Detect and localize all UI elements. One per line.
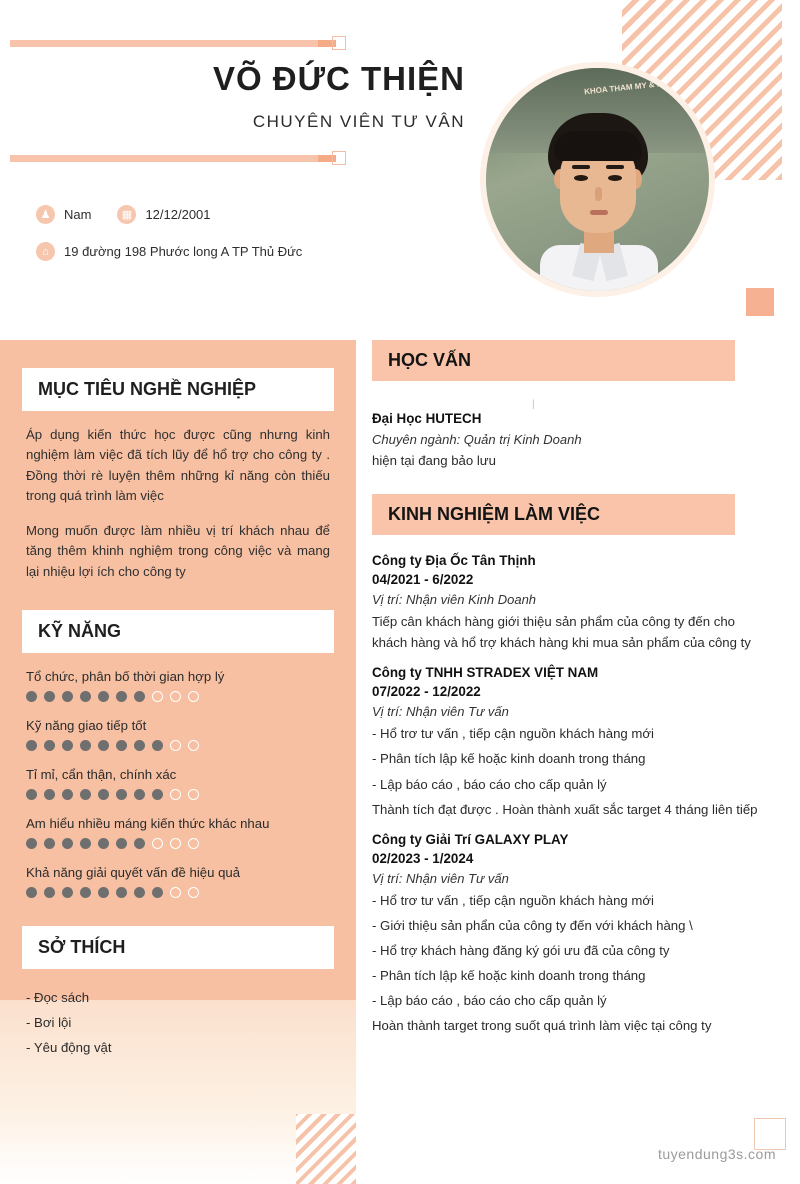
rating-dot bbox=[98, 838, 109, 849]
rating-dot bbox=[170, 838, 181, 849]
skill-rating-dots bbox=[26, 789, 330, 800]
skills-heading: KỸ NĂNG bbox=[22, 610, 334, 653]
rating-dot bbox=[170, 887, 181, 898]
skill-item bbox=[0, 767, 356, 800]
rating-dot bbox=[188, 740, 199, 751]
rating-dot bbox=[134, 789, 145, 800]
job-role-subtitle: CHUYÊN VIÊN TƯ VÂN bbox=[252, 112, 465, 131]
objective-paragraph-2: Mong muốn được làm nhiều vị trí khách nhau để tăng thêm khinh nghiệm trong công việc và mang lại nhiệu lợi ích cho công ty bbox=[26, 522, 330, 579]
experience-body bbox=[372, 553, 782, 1037]
rating-dot bbox=[170, 789, 181, 800]
education-body bbox=[372, 399, 782, 468]
rating-dot bbox=[44, 789, 55, 800]
job-company: Công ty Địa Ốc Tân Thịnh bbox=[372, 553, 536, 568]
skill-rating-dots bbox=[26, 740, 330, 751]
job-detail: - Hổ trợ khách hàng đăng ký gói ưu đã của công ty bbox=[372, 943, 670, 958]
resume-header bbox=[0, 0, 800, 340]
rating-dot bbox=[80, 740, 91, 751]
rating-dot bbox=[44, 887, 55, 898]
contact-row-2 bbox=[36, 242, 456, 261]
left-column bbox=[0, 340, 356, 1060]
portrait-nose bbox=[595, 187, 602, 201]
job-company: Công ty Giải Trí GALAXY PLAY bbox=[372, 831, 569, 847]
section-objective bbox=[0, 340, 356, 582]
rating-dot bbox=[44, 838, 55, 849]
contact-dob-value: 12/12/2001 bbox=[145, 207, 211, 222]
skill-label: Tổ chức, phân bố thời gian hợp lý bbox=[26, 669, 225, 685]
job-detail: Hoàn thành target trong suốt quá trình làm việc tại công ty bbox=[372, 1018, 712, 1034]
rating-dot bbox=[152, 838, 163, 849]
job-position: Vị trí: Nhận viên Tư vấn bbox=[372, 704, 509, 720]
rating-dot bbox=[98, 789, 109, 800]
job-detail: - Phân tích lập kế hoặc kinh doanh trong tháng bbox=[372, 751, 646, 767]
rating-dot bbox=[62, 887, 73, 898]
skill-item bbox=[0, 718, 356, 751]
objective-paragraph-1: Áp dụng kiến thức học được cũng nhưng kinh nghiệm làm việc đã tích lũy để hổ trợ cho công ty . Đồng thời rè luyện thêm những kỉ năng còn thiếu trong quá trình làm việc bbox=[26, 427, 330, 504]
portrait-mouth bbox=[590, 210, 608, 215]
rating-dot bbox=[152, 789, 163, 800]
education-heading: HỌC VẤN bbox=[372, 340, 735, 381]
rating-dot bbox=[170, 740, 181, 751]
job-detail: - Phân tích lập kế hoặc kinh doanh trong tháng bbox=[372, 968, 646, 984]
rating-dot bbox=[80, 838, 91, 849]
contact-block bbox=[36, 205, 456, 279]
rating-dot bbox=[134, 887, 145, 898]
experience-item bbox=[372, 553, 772, 653]
rating-dot bbox=[152, 887, 163, 898]
hobby-item: - Bơi lội bbox=[26, 1015, 72, 1031]
hobbies-list bbox=[0, 969, 356, 1060]
skill-label: Khả năng giải quyết vấn đề hiệu quả bbox=[26, 865, 241, 881]
rating-dot bbox=[62, 838, 73, 849]
calendar-icon: ▦ bbox=[117, 205, 136, 224]
contact-address bbox=[36, 242, 302, 261]
right-column bbox=[372, 340, 782, 1037]
skill-label: Kỹ năng giao tiếp tốt bbox=[26, 718, 147, 734]
job-date: 07/2022 - 12/2022 bbox=[372, 684, 481, 700]
skill-item bbox=[0, 816, 356, 849]
job-detail: - Hổ trơ tư vấn , tiếp cận nguồn khách hàng mới bbox=[372, 892, 654, 908]
home-icon: ⌂ bbox=[36, 242, 55, 261]
rating-dot bbox=[152, 740, 163, 751]
portrait-eye-left bbox=[574, 175, 588, 181]
rating-dot bbox=[80, 887, 91, 898]
contact-address-value: 19 đường 198 Phước long A TP Thủ Đức bbox=[64, 244, 303, 259]
rating-dot bbox=[188, 789, 199, 800]
rating-dot bbox=[98, 740, 109, 751]
experience-item bbox=[372, 832, 772, 1037]
skill-label: Am hiểu nhiều máng kiến thức khác nhau bbox=[26, 816, 270, 832]
decorative-stripes-bottom-left bbox=[296, 1114, 356, 1184]
section-hobbies bbox=[0, 898, 356, 1060]
job-date: 04/2021 - 6/2022 bbox=[372, 572, 474, 587]
rating-dot bbox=[44, 691, 55, 702]
job-date: 02/2023 - 1/2024 bbox=[372, 850, 474, 866]
avatar-portrait bbox=[532, 107, 664, 297]
avatar-signboard-text: KHOA THAM MY & MOI LAI bbox=[583, 76, 688, 97]
contact-row-1 bbox=[36, 205, 456, 224]
rating-dot bbox=[116, 887, 127, 898]
job-detail: Tiếp cân khách hàng giới thiệu sản phẩm của công ty đến cho khách hàng và hổ trợ khách hàng khi mua sản phẩm của công ty bbox=[372, 614, 751, 651]
job-detail: - Lập báo cáo , báo cáo cho cấp quản lý bbox=[372, 776, 607, 792]
job-detail: - Hổ trơ tư vấn , tiếp cận nguồn khách hàng mới bbox=[372, 726, 654, 742]
job-detail: - Lập báo cáo , báo cáo cho cấp quản lý bbox=[372, 993, 607, 1009]
rating-dot bbox=[62, 789, 73, 800]
rating-dot bbox=[80, 691, 91, 702]
watermark: tuyendung3s.com bbox=[657, 1146, 776, 1162]
rating-dot bbox=[116, 740, 127, 751]
decorative-tick: | bbox=[532, 399, 535, 410]
portrait-brow-left bbox=[572, 165, 590, 169]
rating-dot bbox=[26, 789, 37, 800]
contact-dob bbox=[117, 205, 210, 224]
person-icon: ♟ bbox=[36, 205, 55, 224]
rating-dot bbox=[26, 838, 37, 849]
hobby-item: - Yêu động vật bbox=[26, 1040, 112, 1056]
rating-dot bbox=[116, 838, 127, 849]
job-detail: - Giới thiệu sản phẩn của công ty đến với khách hàng \ bbox=[372, 917, 693, 933]
contact-gender bbox=[36, 205, 91, 224]
avatar bbox=[480, 62, 715, 297]
hobbies-heading: SỞ THÍCH bbox=[22, 926, 334, 969]
skill-item bbox=[0, 669, 356, 702]
skill-rating-dots bbox=[26, 691, 330, 702]
job-company: Công ty TNHH STRADEX VIỆT NAM bbox=[372, 665, 599, 681]
rating-dot bbox=[44, 740, 55, 751]
skill-rating-dots bbox=[26, 887, 330, 898]
job-position: Vị trí: Nhận viên Kinh Doanh bbox=[372, 592, 537, 607]
experience-heading: KINH NGHIỆM LÀM VIỆC bbox=[372, 494, 735, 535]
rating-dot bbox=[80, 789, 91, 800]
education-school: Đại Học HUTECH bbox=[372, 411, 482, 426]
experience-item bbox=[372, 665, 772, 820]
objective-heading: MỤC TIÊU NGHỀ NGHIỆP bbox=[22, 368, 334, 411]
portrait-fringe bbox=[554, 131, 642, 161]
section-skills bbox=[0, 582, 356, 898]
skill-rating-dots bbox=[26, 838, 330, 849]
rating-dot bbox=[26, 887, 37, 898]
rating-dot bbox=[98, 887, 109, 898]
rating-dot bbox=[134, 838, 145, 849]
rating-dot bbox=[188, 691, 199, 702]
job-position: Vị trí: Nhận viên Tư vấn bbox=[372, 870, 509, 886]
rating-dot bbox=[62, 740, 73, 751]
rating-dot bbox=[62, 691, 73, 702]
job-detail: Thành tích đạt được . Hoàn thành xuất sắc target 4 tháng liên tiếp bbox=[372, 801, 758, 817]
portrait-eye-right bbox=[608, 175, 622, 181]
rating-dot bbox=[134, 691, 145, 702]
rating-dot bbox=[26, 740, 37, 751]
rating-dot bbox=[116, 691, 127, 702]
portrait-brow-right bbox=[606, 165, 624, 169]
rating-dot bbox=[134, 740, 145, 751]
rating-dot bbox=[188, 838, 199, 849]
education-note: hiện tại đang bảo lưu bbox=[372, 453, 496, 468]
page-title: VÕ ĐỨC THIỆN bbox=[212, 60, 465, 97]
education-major: Chuyên ngành: Quản trị Kinh Doanh bbox=[372, 432, 582, 447]
hobby-item: - Đọc sách bbox=[26, 990, 90, 1006]
rating-dot bbox=[116, 789, 127, 800]
rating-dot bbox=[188, 887, 199, 898]
rating-dot bbox=[152, 691, 163, 702]
rating-dot bbox=[98, 691, 109, 702]
skill-item bbox=[0, 865, 356, 898]
contact-gender-value: Nam bbox=[64, 207, 92, 222]
rating-dot bbox=[26, 691, 37, 702]
skill-label: Tỉ mỉ, cẩn thận, chính xác bbox=[26, 767, 177, 783]
rating-dot bbox=[170, 691, 181, 702]
